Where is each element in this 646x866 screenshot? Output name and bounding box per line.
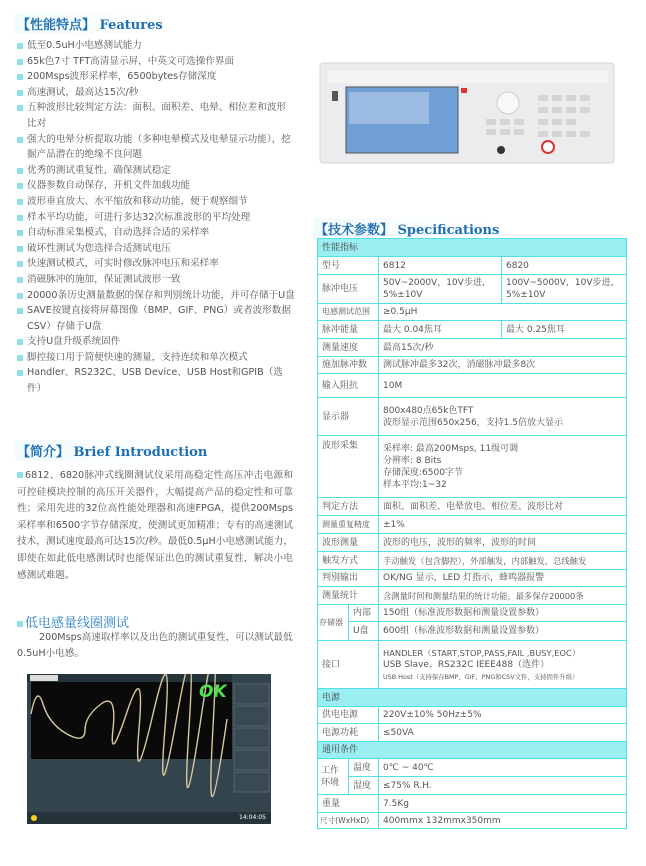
spec-value: 最大 0.25焦耳 [502,321,627,339]
spec-label: 测量统计 [318,587,379,605]
spec-label: 电源功耗 [318,724,379,742]
feature-item: 20000条历史测量数据的保存和判别统计功能，并可存储于U盘 [17,288,295,304]
spec-value: 150组（标准波形数据和测量设置参数） [379,605,627,622]
spec-label: 触发方式 [318,552,379,570]
spec-value: ≥0.5μH [379,304,627,321]
feature-item: 波形垂直放大、水平缩放和移动功能，便于观察细节 [17,194,295,210]
spec-line: HANDLER（START,STOP,PASS,FAIL ,BUSY,EOC） [383,647,581,658]
spec-line: USB Host（支持保存BMP、GIF、PNG和CSV文件，支持固件升级） [383,672,579,681]
spec-label: 重量 [318,795,379,813]
spec-value: ±1% [379,516,627,534]
feature-item: Handler、RS232C、USB Device、USB Host和GPIB（选件） [17,365,295,396]
clock: 14:04:05 [239,814,266,821]
spec-label: 施加脉冲数 [318,357,379,374]
spec-label: 测量重复精度 [318,516,379,534]
feature-item: 五种波形比较判定方法：面积、面积差、电晕、相位差和波形比对 [17,100,295,131]
spec-value: 50V~2000V，10V步进，5%±10V [379,275,502,304]
spec-label: 波形采集 [318,436,379,498]
spec-line: USB Slave、RS232C IEEE488（选件） [383,659,550,670]
feature-item: 200Msps波形采样率，6500bytes存储深度 [17,69,295,85]
feature-item: 自动标准采集模式，自动选择合适的采样率 [17,225,295,241]
spec-sublabel: U盘 [349,622,379,641]
low-inductance-heading: 低电感量线圈测试 [25,616,130,631]
feature-item: 65k色7寸 TFT高清显示屏，中英文可选操作界面 [17,54,295,70]
spec-sublabel: 湿度 [349,777,379,795]
feature-item: 样本平均功能，可进行多达32次标准波形的平均处理 [17,210,295,226]
feature-item: 低至0.5uH小电感测试能力 [17,38,295,54]
spec-section-header: 通用条件 [318,742,627,759]
spec-label: 型号 [318,257,379,275]
spec-line: 分辨率: 8 Bits [383,455,442,466]
spec-line: 存储深度:6500字节 [383,467,463,478]
feature-item: 消磁脉冲的施加，保证测试波形一致 [17,272,295,288]
spec-label: 脉冲电压 [318,275,379,304]
spec-value: 含测量时间和测量结果的统计功能，最多保存20000条 [379,587,627,605]
feature-item: 破坏性测试为您选择合适测试电压 [17,241,295,257]
spec-label: 脉冲能量 [318,321,379,339]
spec-label: 接口 [318,641,379,689]
features-title: 【性能特点】 Features [15,13,165,34]
spec-label: 波形测量 [318,534,379,552]
feature-item: 强大的电晕分析提取功能（多种电晕模式及电晕显示功能），挖掘产品潜在的绝缘不良问题 [17,132,295,163]
spec-value: OK/NG 显示，LED 灯指示，蜂鸣器报警 [379,570,627,587]
low-inductance-title [17,612,129,631]
spec-line: 800x480点65k色TFT [383,405,474,416]
spec-value [379,398,627,436]
spec-section-header: 电源 [318,689,627,707]
spec-value: 7.5Kg [379,795,627,813]
spec-value: ≤50VA [379,724,627,742]
spec-sublabel: 温度 [349,759,379,777]
spec-label: 工作环境 [318,759,349,795]
spec-value: 600组（标准波形数据和测量设置参数） [379,622,627,641]
spec-label: 供电电源 [318,707,379,724]
spec-label: 存储器 [318,605,349,641]
instrument-screen [27,674,271,824]
product-image [318,45,618,165]
ok-indicator: OK [199,682,227,702]
spec-line: 样本平均:1~32 [383,479,447,490]
spec-label: 判别输出 [318,570,379,587]
spec-value: 0℃ ~ 40℃ [379,759,627,777]
feature-item: 仪器参数自动保存，开机文件加载功能 [17,178,295,194]
feature-item: 脚控接口用于简便快速的测量，支持连续和单次模式 [17,350,295,366]
specifications-table [317,238,627,829]
spec-value: 面积、面积差、电晕放电、相位差、波形比对 [379,498,627,516]
spec-value: 6820 [502,257,627,275]
spec-value [379,436,627,498]
spec-value: 6812 [379,257,502,275]
spec-label: 电感测试范围 [318,304,379,321]
spec-label: 测量速度 [318,339,379,357]
spec-value: 最大 0.04焦耳 [379,321,502,339]
bullet-icon [17,621,23,627]
spec-value: 220V±10% 50Hz±5% [379,707,627,724]
spec-value: 400mmx 132mmx350mm [379,813,627,829]
intro-text [17,468,293,584]
bullet-icon [17,472,23,478]
intro-title: 【简介】 Brief Introduction [15,440,209,461]
spec-value: 10M [379,374,627,398]
features-list [17,38,295,397]
spec-line: 波形显示范围650x256，支持1.5倍放大显示 [383,417,563,428]
feature-item: 支持U盘升级系统固件 [17,334,295,350]
feature-item: SAVE按键直接将屏幕图像（BMP、GIF、PNG）或者波形数据CSV）存储于U盘 [17,303,295,334]
spec-value: 测试脉冲最多32次，消磁脉冲最多8次 [379,357,627,374]
spec-label: 输入阻抗 [318,374,379,398]
feature-item: 优秀的测试重复性，确保测试稳定 [17,163,295,179]
spec-line: 采样率: 最高200Msps, 11级可调 [383,443,519,454]
spec-value: 最高15次/秒 [379,339,627,357]
spec-value: 波形的电压，波形的频率，波形的时间 [379,534,627,552]
spec-value: 100V~5000V，10V步进，5%±10V [502,275,627,304]
spec-value [379,641,627,689]
spec-sublabel: 内部 [349,605,379,622]
feature-item: 快速测试模式，可实时修改脉冲电压和采样率 [17,256,295,272]
specs-title: 【技术参数】 Specifications [313,218,501,239]
spec-label: 尺寸(WxHxD) [318,813,379,829]
low-inductance-text: 200Msps高速取样率以及出色的测试重复性，可以测试最低0.5uH小电感。 [17,632,293,659]
feature-item: 高速测试，最高达15次/秒 [17,85,295,101]
spec-value: ≤75% R.H. [379,777,627,795]
intro-paragraph: 6812、6820脉冲式线圈测试仪采用高稳定性高压冲击电源和可控硅模块控制的高压开关器件，大幅提高产品的稳定性和可靠性；采用先进的32位高性能处理器和高速FPGA，提供200Msps采样率和6500字节存储深度，使测试更加精准；专有的高速测试技术，测试速度最高可达15次/秒。最低0.5μH小电感测试能力，即使在如此低电感测试时也能保证出色的测试重复性，解决小电感测试难题。 [17,470,293,581]
spec-label: 显示器 [318,398,379,436]
spec-section-header: 性能指标 [318,239,627,257]
spec-label: 判定方法 [318,498,379,516]
spec-value: 手动触发（包含脚控），外部触发，内部触发，总线触发 [379,552,627,570]
